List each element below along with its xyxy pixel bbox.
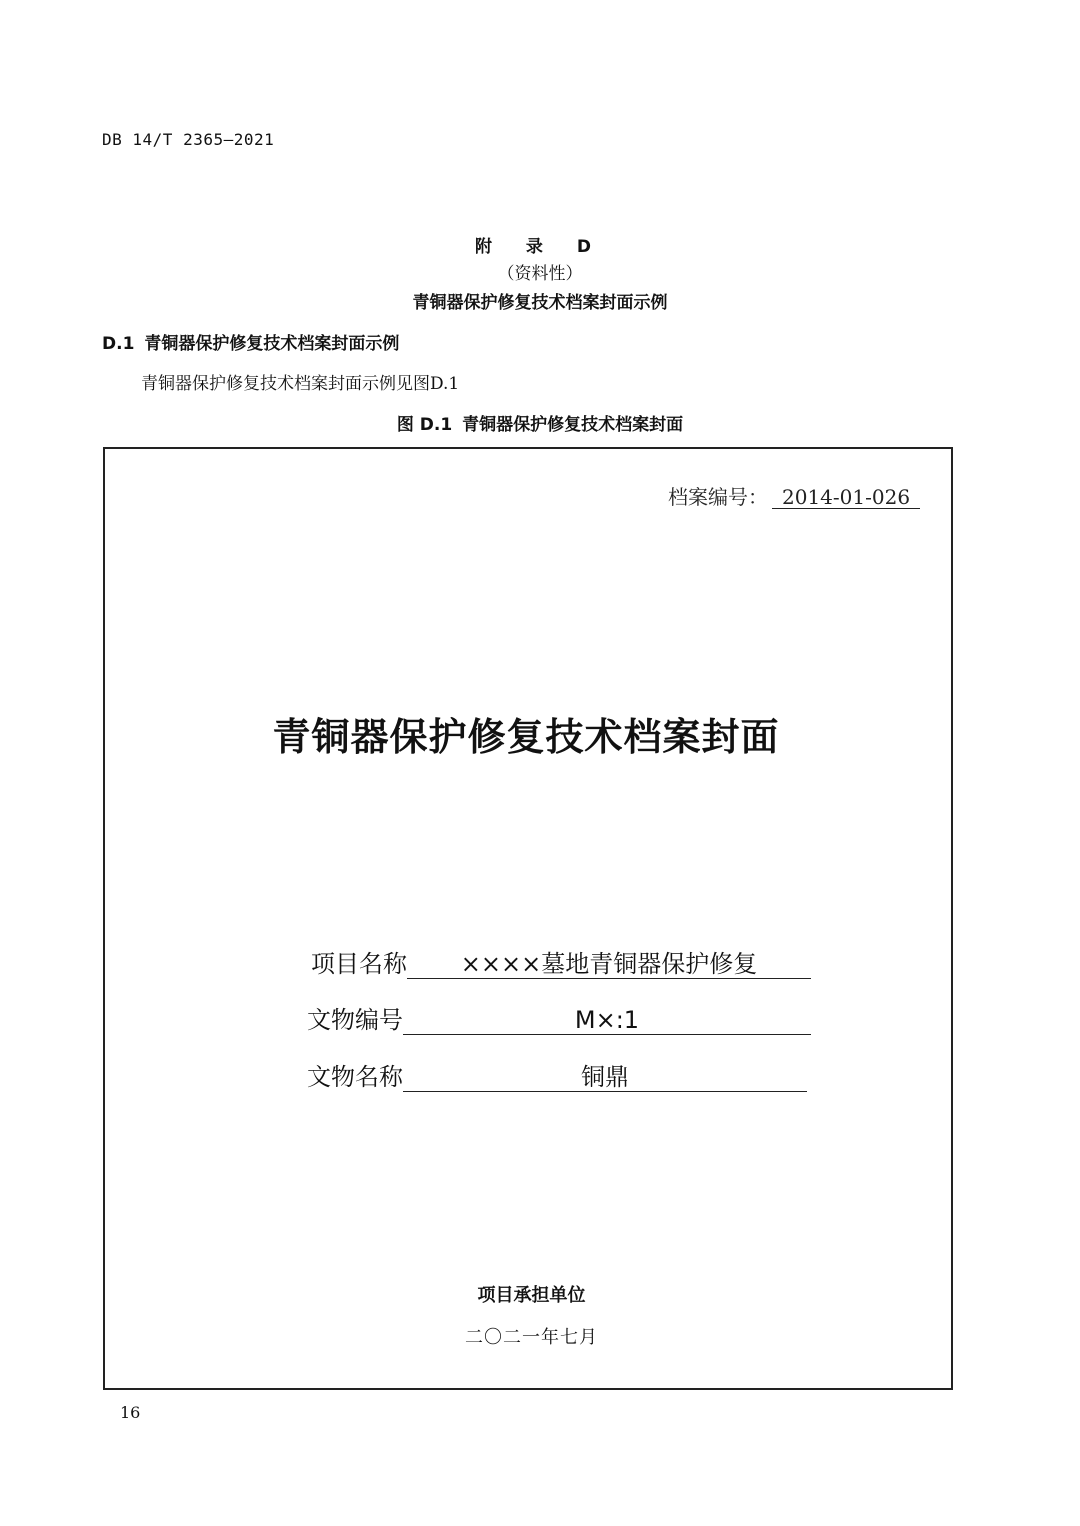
archive-number-label: 档案编号： [668,485,768,509]
section-heading [102,329,399,354]
appendix-type: （资料性） [497,264,583,284]
field-value: M×:1 [403,1006,811,1035]
figure-caption-text: 青铜器保护修复技术档案封面 [462,415,684,435]
section-number: D.1 [102,334,135,354]
organization: 项目承担单位 [477,1285,586,1306]
figure-caption [0,410,1080,435]
field-relic-name [307,1057,807,1092]
page-number: 16 [120,1403,141,1422]
section-heading-text: 青铜器保护修复技术档案封面示例 [144,334,400,354]
field-label: 文物编号 [307,1006,403,1034]
archive-number [668,481,920,510]
appendix-title: 附 录 D [475,237,605,257]
appendix-subject: 青铜器保护修复技术档案封面示例 [412,293,668,313]
field-value: 铜鼎 [403,1063,807,1092]
field-label: 文物名称 [307,1063,403,1091]
field-label: 项目名称 [311,950,407,978]
field-project-name [311,944,811,979]
standard-code: DB 14/T 2365—2021 [102,130,275,149]
field-relic-number [307,1000,811,1035]
figure-number: 图 D.1 [396,415,453,435]
archive-number-value: 2014-01-026 [772,486,920,509]
field-value: ××××墓地青铜器保护修复 [407,950,811,979]
cover-date: 二〇二一年七月 [465,1327,598,1348]
cover-title: 青铜器保护修复技术档案封面 [272,714,780,759]
section-body: 青铜器保护修复技术档案封面示例见图D.1 [141,374,460,394]
cover-frame [103,447,953,1390]
